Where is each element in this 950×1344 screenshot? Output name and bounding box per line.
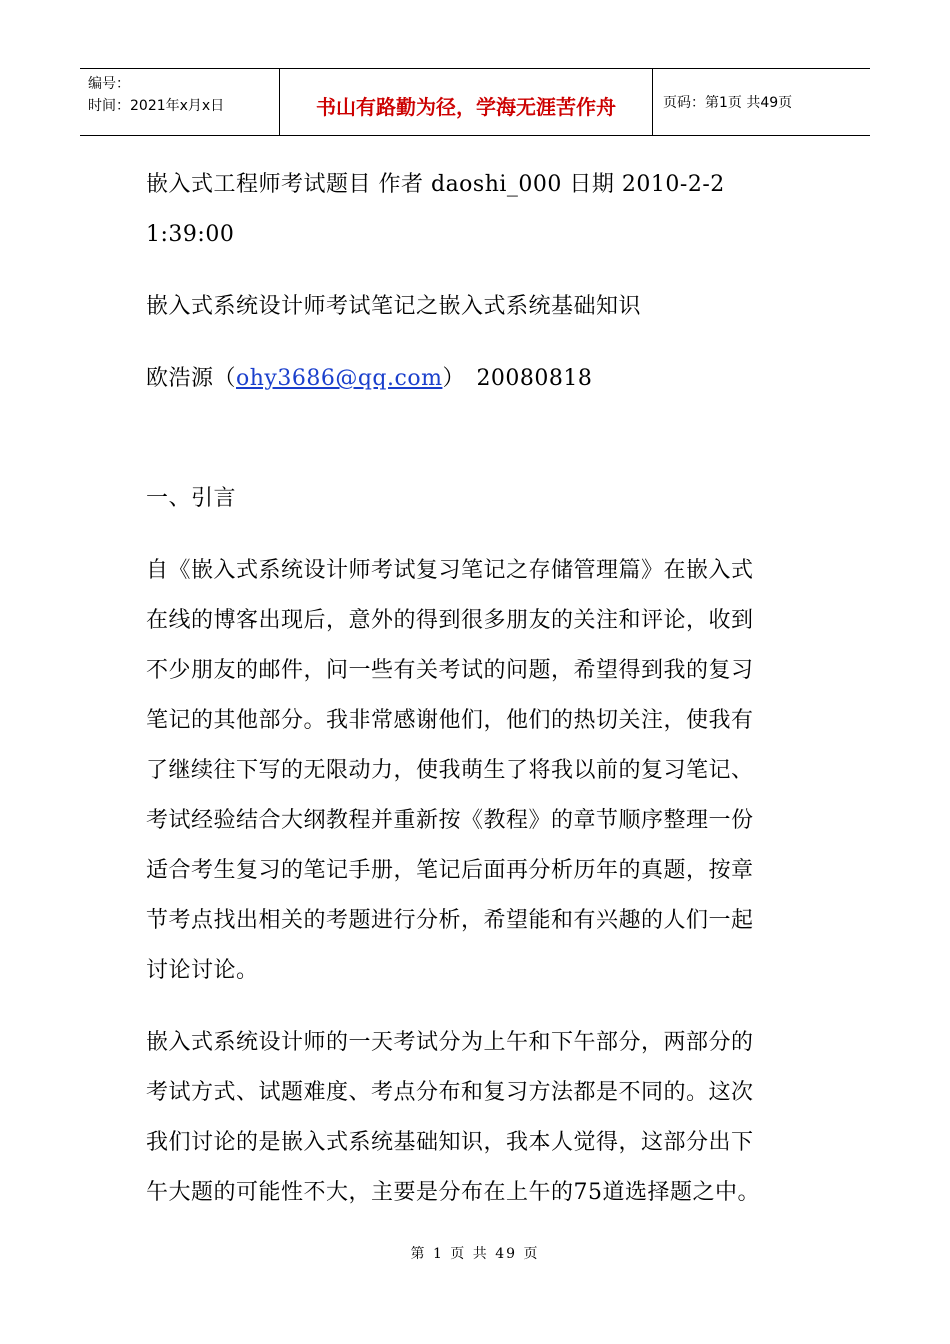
paragraph-line: 了继续往下写的无限动力，使我萌生了将我以前的复习笔记、 bbox=[146, 758, 754, 783]
header-meta bbox=[80, 69, 280, 135]
paragraph-line: 适合考生复习的笔记手册，笔记后面再分析历年的真题，按章 bbox=[146, 858, 754, 883]
doc-title-line-1: 嵌入式工程师考试题目 作者 daoshi_000 日期 2010-2-2 bbox=[146, 172, 725, 197]
header-page-info: 页码：第1页 共49页 bbox=[663, 95, 793, 111]
section-heading: 一、引言 bbox=[146, 486, 237, 511]
paragraph-line: 在线的博客出现后，意外的得到很多朋友的关注和评论，收到 bbox=[146, 608, 754, 633]
author-line bbox=[146, 354, 796, 404]
paragraph-line: 笔记的其他部分。我非常感谢他们，他们的热切关注，使我有 bbox=[146, 708, 754, 733]
paragraph-1 bbox=[146, 546, 796, 996]
paragraph-line: 午大题的可能性不大，主要是分布在上午的75道选择题之中。 bbox=[146, 1180, 760, 1205]
number-label: 编号： bbox=[88, 76, 130, 92]
paragraph-2 bbox=[146, 1018, 796, 1218]
author-name: 欧浩源（ bbox=[146, 366, 237, 391]
page-footer: 第 1 页 共 49 页 bbox=[410, 1246, 540, 1262]
author-email-link[interactable]: ohy3686@qq.com bbox=[236, 366, 443, 391]
header-motto: 书山有路勤为径，学海无涯苦作舟 bbox=[280, 69, 653, 135]
author-date: ） 20080818 bbox=[442, 366, 593, 391]
doc-subtitle: 嵌入式系统设计师考试笔记之嵌入式系统基础知识 bbox=[146, 294, 642, 319]
doc-title-line-2: 1:39:00 bbox=[146, 222, 235, 247]
paragraph-line: 自《嵌入式系统设计师考试复习笔记之存储管理篇》在嵌入式 bbox=[146, 558, 754, 583]
page-header bbox=[80, 68, 870, 136]
paragraph-line: 讨论讨论。 bbox=[146, 958, 259, 983]
paragraph-line: 我们讨论的是嵌入式系统基础知识，我本人觉得，这部分出下 bbox=[146, 1130, 754, 1155]
document-body bbox=[146, 160, 796, 1218]
paragraph-line: 嵌入式系统设计师的一天考试分为上午和下午部分，两部分的 bbox=[146, 1030, 754, 1055]
paragraph-line: 节考点找出相关的考题进行分析，希望能和有兴趣的人们一起 bbox=[146, 908, 754, 933]
paragraph-line: 考试经验结合大纲教程并重新按《教程》的章节顺序整理一份 bbox=[146, 808, 754, 833]
paragraph-line: 不少朋友的邮件，问一些有关考试的问题，希望得到我的复习 bbox=[146, 658, 754, 683]
time-label: 时间：2021年x月x日 bbox=[88, 98, 225, 114]
paragraph-line: 考试方式、试题难度、考点分布和复习方法都是不同的。这次 bbox=[146, 1080, 754, 1105]
